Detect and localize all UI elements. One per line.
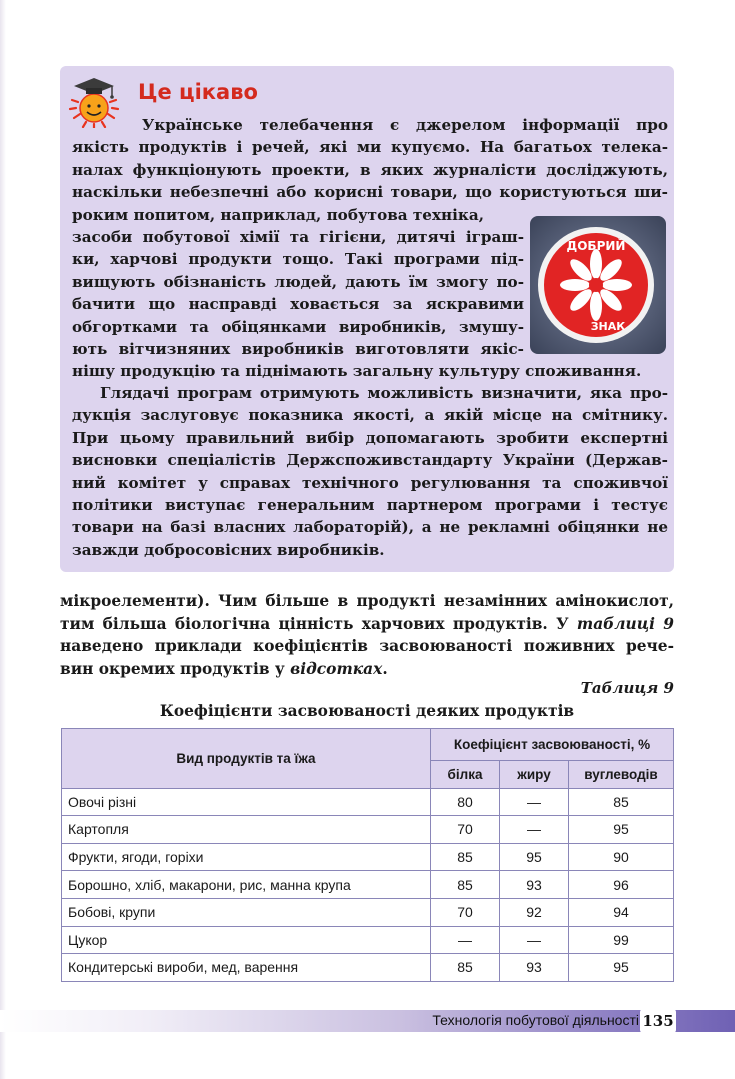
- cell-fat: 93: [500, 954, 569, 982]
- text-line: ний комітет у справах технічного регулювання та споживчої: [72, 473, 668, 492]
- text-line: [60, 613, 674, 636]
- stamp-text-bottom: ЗНАК: [590, 320, 626, 333]
- text-line: завжди добросовісних виробників.: [72, 540, 385, 559]
- emphasis: відсотках: [290, 659, 383, 678]
- page-edge: [0, 0, 6, 1079]
- text-line: Глядачі програм отримують можливість визначити, яка про-: [100, 384, 668, 402]
- cell-protein: 70: [431, 816, 500, 844]
- text-line: висновки спеціалістів Держспоживстандарту України (Держав-: [72, 451, 668, 470]
- cell-protein: 70: [431, 898, 500, 926]
- table-row: [62, 926, 674, 954]
- header-product: Вид продуктів та їжа: [62, 729, 431, 789]
- box-title: Це цікаво: [138, 80, 258, 104]
- text-line: якість продуктів і речей, які ми купуємо. На багатьох телека-: [72, 138, 668, 157]
- row-name: Цукор: [62, 926, 431, 954]
- cell-fat: 92: [500, 898, 569, 926]
- text-line: роким попитом, наприклад, побутова техніка,: [72, 205, 484, 224]
- cell-carbs: 85: [569, 788, 674, 816]
- table-row: [62, 788, 674, 816]
- box-paragraph-1: [72, 114, 668, 383]
- text-line: налах функціонують проекти, в яких журналісти досліджують,: [72, 160, 668, 179]
- text-line: засоби побутової хімії та гігієни, дитячі іграш-: [72, 228, 524, 247]
- cell-protein: 85: [431, 954, 500, 982]
- cell-carbs: 96: [569, 871, 674, 899]
- table-label: Таблиця 9: [580, 679, 674, 697]
- box-paragraph-2: [72, 382, 668, 561]
- row-name: Овочі різні: [62, 788, 431, 816]
- table-row: [62, 843, 674, 871]
- text-line: обгортками та обіцянками виробників, змушу-: [72, 317, 524, 336]
- text-fragment: .: [382, 659, 388, 678]
- text-fragment: тим більша біологічна цінність харчових продуктів. У: [60, 614, 569, 633]
- text-line: Українське телебачення є джерелом інформації про: [142, 116, 668, 134]
- table-reference: таблиці 9: [576, 614, 674, 633]
- table-row: [62, 898, 674, 926]
- header-fat: жиру: [500, 761, 569, 789]
- cell-carbs: 95: [569, 816, 674, 844]
- table-row: [62, 954, 674, 982]
- text-line: При цьому правильний вибір допомагають зробити експертні: [72, 428, 668, 447]
- cell-protein: 85: [431, 843, 500, 871]
- cell-fat: —: [500, 816, 569, 844]
- text-line: нішу продукцію та піднімають загальну культуру споживання.: [72, 362, 642, 381]
- cell-fat: 95: [500, 843, 569, 871]
- text-line: політики виступає генеральним партнером програми і тестує: [72, 496, 668, 515]
- row-name: Картопля: [62, 816, 431, 844]
- absorption-table: [61, 728, 674, 982]
- cell-carbs: 90: [569, 843, 674, 871]
- cell-carbs: 99: [569, 926, 674, 954]
- page-number: 135: [640, 1009, 676, 1033]
- cell-protein: 85: [431, 871, 500, 899]
- text-line: ють вітчизняних виробників виготовляти якіс-: [72, 340, 524, 359]
- row-name: Бобові, крупи: [62, 898, 431, 926]
- text-line: дукція заслуговує показника якості, а якій місце на смітнику.: [72, 406, 668, 425]
- text-line: ки, харчові продукти тощо. Такі програми під-: [72, 250, 524, 269]
- text-line: [60, 658, 674, 681]
- cell-protein: —: [431, 926, 500, 954]
- cell-fat: 93: [500, 871, 569, 899]
- header-carbs: вуглеводів: [569, 761, 674, 789]
- text-line: вищують обізнаність людей, дають їм змогу по-: [72, 272, 524, 291]
- row-name: Фрукти, ягоди, горіхи: [62, 843, 431, 871]
- cell-carbs: 94: [569, 898, 674, 926]
- cell-carbs: 95: [569, 954, 674, 982]
- text-line: наведено приклади коефіцієнтів засвоюваності поживних рече-: [60, 637, 674, 656]
- text-line: бачити що насправді ховається за яскравими: [72, 295, 524, 314]
- cell-fat: —: [500, 788, 569, 816]
- text-line: наскільки небезпечні або корисні товари, що користуються ши-: [72, 183, 668, 202]
- text-line: мікроелементи). Чим більше в продукті незамінних амінокислот,: [60, 592, 674, 610]
- footer-section-title: Технологія побутової діяльності: [432, 1012, 639, 1028]
- table-row: [62, 816, 674, 844]
- header-coefficient: Коефіцієнт засвоюваності, %: [431, 729, 674, 761]
- stamp-text-top: ДОБРИЙ: [566, 239, 626, 253]
- text-line: товари на базі власних лабораторій), а не рекламні обіцянки не: [72, 518, 668, 537]
- row-name: Кондитерські вироби, мед, варення: [62, 954, 431, 982]
- info-box: [60, 66, 674, 572]
- table-title: Коефіцієнти засвоюваності деяких продуктів: [159, 702, 575, 720]
- main-text: [60, 590, 674, 680]
- cell-protein: 80: [431, 788, 500, 816]
- cell-fat: —: [500, 926, 569, 954]
- table-row: [62, 871, 674, 899]
- text-fragment: вин окремих продуктів у: [60, 659, 285, 678]
- row-name: Борошно, хліб, макарони, рис, манна крупа: [62, 871, 431, 899]
- header-protein: білка: [431, 761, 500, 789]
